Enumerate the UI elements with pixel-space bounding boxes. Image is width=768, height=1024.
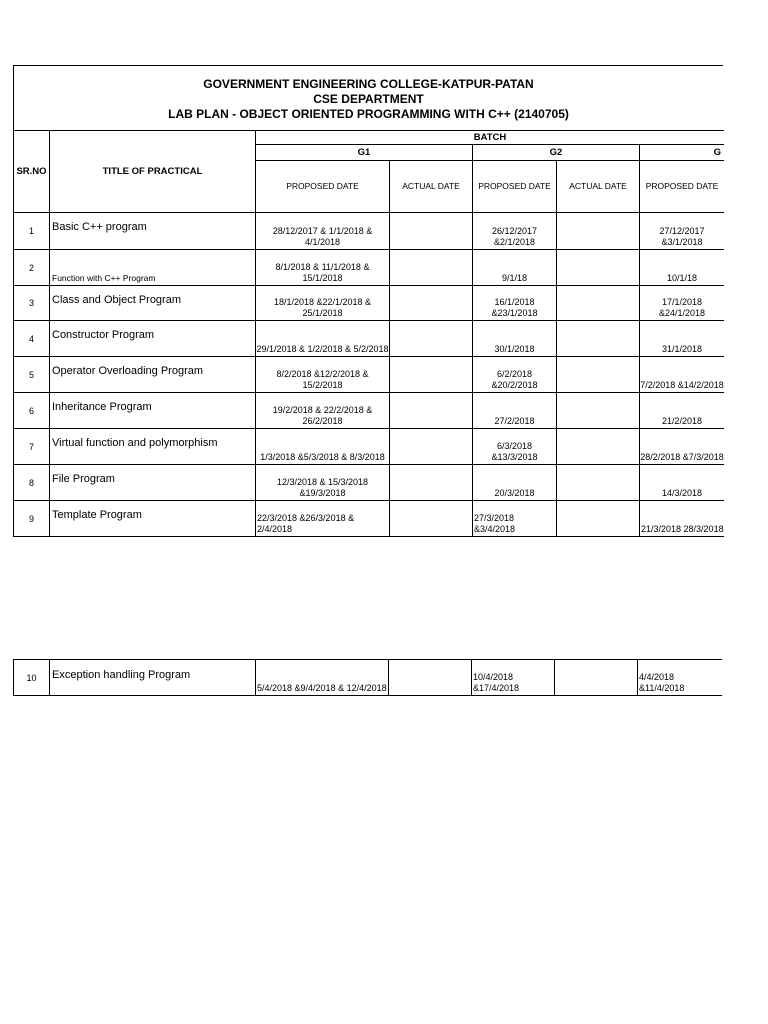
g1-header: G1	[256, 145, 473, 161]
g3-proposed-date: 27/12/2017 &3/1/2018	[640, 213, 725, 250]
g2-proposed-date: 9/1/18	[473, 250, 557, 286]
g2-actual-date	[557, 465, 640, 501]
table-row	[14, 660, 722, 696]
g2-proposed-date: 10/4/2018 &17/4/2018	[472, 660, 555, 696]
g2-actual-date	[557, 250, 640, 286]
g2-proposed-date: 26/12/2017 &2/1/2018	[473, 213, 557, 250]
g3-proposed-date: 10/1/18	[640, 250, 725, 286]
table-row	[14, 501, 725, 537]
g2-proposed-date: 20/3/2018	[473, 465, 557, 501]
practical-title: Virtual function and polymorphism	[50, 429, 256, 465]
lab-plan-title: LAB PLAN - OBJECT ORIENTED PROGRAMMING WITH C++ (2140705)	[168, 107, 569, 121]
g1-actual-date	[390, 393, 473, 429]
g2-proposed-date: 16/1/2018 &23/1/2018	[473, 286, 557, 321]
row-number: 5	[14, 357, 50, 393]
g1-proposed-date: 22/3/2018 &26/3/2018 & 2/4/2018	[256, 501, 390, 537]
g1-actual-date	[390, 250, 473, 286]
g2-proposed-header: PROPOSED DATE	[473, 161, 557, 213]
g1-proposed-date: 1/3/2018 &5/3/2018 & 8/3/2018	[256, 429, 390, 465]
g1-actual-header: ACTUAL DATE	[390, 161, 473, 213]
table-row	[14, 321, 725, 357]
college-name: GOVERNMENT ENGINEERING COLLEGE-KATPUR-PATAN	[203, 77, 534, 91]
g2-actual-date	[557, 213, 640, 250]
practical-title: File Program	[50, 465, 256, 501]
g1-proposed-date: 29/1/2018 & 1/2/2018 & 5/2/2018	[256, 321, 390, 357]
table-row	[14, 213, 725, 250]
g3-proposed-date: 4/4/2018 &11/4/2018	[638, 660, 722, 696]
table-row	[14, 393, 725, 429]
practical-title: Template Program	[50, 501, 256, 537]
row-number: 4	[14, 321, 50, 357]
g1-actual-date	[390, 429, 473, 465]
g3-proposed-date: 7/2/2018 &14/2/2018	[640, 357, 725, 393]
g1-proposed-date: 8/2/2018 &12/2/2018 & 15/2/2018	[256, 357, 390, 393]
practical-title: Constructor Program	[50, 321, 256, 357]
row-number: 10	[14, 660, 50, 696]
g1-actual-date	[390, 213, 473, 250]
g3-proposed-date: 21/2/2018	[640, 393, 725, 429]
g3-proposed-date: 14/3/2018	[640, 465, 725, 501]
g2-proposed-date: 27/3/2018 &3/4/2018	[473, 501, 557, 537]
row-number: 3	[14, 286, 50, 321]
g1-proposed-date: 19/2/2018 & 22/2/2018 & 26/2/2018	[256, 393, 390, 429]
g3-proposed-date: 21/3/2018 28/3/2018	[640, 501, 725, 537]
g1-proposed-date: 28/12/2017 & 1/1/2018 & 4/1/2018	[256, 213, 390, 250]
table-row	[14, 429, 725, 465]
table-row	[14, 286, 725, 321]
g2-actual-date	[557, 357, 640, 393]
g2-proposed-date: 6/3/2018 &13/3/2018	[473, 429, 557, 465]
g2-actual-date	[555, 660, 638, 696]
g3-proposed-date: 28/2/2018 &7/3/2018	[640, 429, 725, 465]
table-row	[14, 465, 725, 501]
row-number: 7	[14, 429, 50, 465]
g1-proposed-header: PROPOSED DATE	[256, 161, 390, 213]
row-number: 6	[14, 393, 50, 429]
g2-actual-header: ACTUAL DATE	[557, 161, 640, 213]
practical-title: Operator Overloading Program	[50, 357, 256, 393]
g1-actual-date	[390, 286, 473, 321]
g1-proposed-date: 8/1/2018 & 11/1/2018 & 15/1/2018	[256, 250, 390, 286]
department-name: CSE DEPARTMENT	[313, 92, 424, 106]
g1-actual-date	[389, 660, 472, 696]
g2-header: G2	[473, 145, 640, 161]
g2-proposed-date: 27/2/2018	[473, 393, 557, 429]
table-row	[14, 250, 725, 286]
practical-title: Inheritance Program	[50, 393, 256, 429]
lab-plan-table	[13, 130, 724, 537]
practical-title: Exception handling Program	[50, 660, 256, 696]
table-row	[14, 357, 725, 393]
g2-actual-date	[557, 321, 640, 357]
row-number: 9	[14, 501, 50, 537]
g2-proposed-date: 30/1/2018	[473, 321, 557, 357]
g1-actual-date	[390, 465, 473, 501]
practical-title: Basic C++ program	[50, 213, 256, 250]
g1-proposed-date: 12/3/2018 & 15/3/2018 &19/3/2018	[256, 465, 390, 501]
g2-proposed-date: 6/2/2018 &20/2/2018	[473, 357, 557, 393]
g3-proposed-date: 17/1/2018 &24/1/2018	[640, 286, 725, 321]
g2-actual-date	[557, 429, 640, 465]
practical-title: Function with C++ Program	[50, 250, 256, 286]
g1-proposed-date: 5/4/2018 &9/4/2018 & 12/4/2018	[256, 660, 389, 696]
g3-proposed-date: 31/1/2018	[640, 321, 725, 357]
row-number: 2	[14, 250, 50, 286]
g1-actual-date	[390, 357, 473, 393]
g1-actual-date	[390, 501, 473, 537]
title-header: TITLE OF PRACTICAL	[50, 131, 256, 213]
sr-no-header: SR.NO	[14, 131, 50, 213]
batch-header: BATCH	[256, 131, 725, 145]
g3-proposed-header: PROPOSED DATE	[640, 161, 725, 213]
practical-title: Class and Object Program	[50, 286, 256, 321]
g3-header: G	[640, 145, 725, 161]
g2-actual-date	[557, 501, 640, 537]
lab-plan-table-continued	[13, 659, 722, 696]
g1-proposed-date: 18/1/2018 &22/1/2018 & 25/1/2018	[256, 286, 390, 321]
row-number: 8	[14, 465, 50, 501]
g2-actual-date	[557, 286, 640, 321]
g1-actual-date	[390, 321, 473, 357]
row-number: 1	[14, 213, 50, 250]
document-header	[13, 65, 723, 130]
g2-actual-date	[557, 393, 640, 429]
